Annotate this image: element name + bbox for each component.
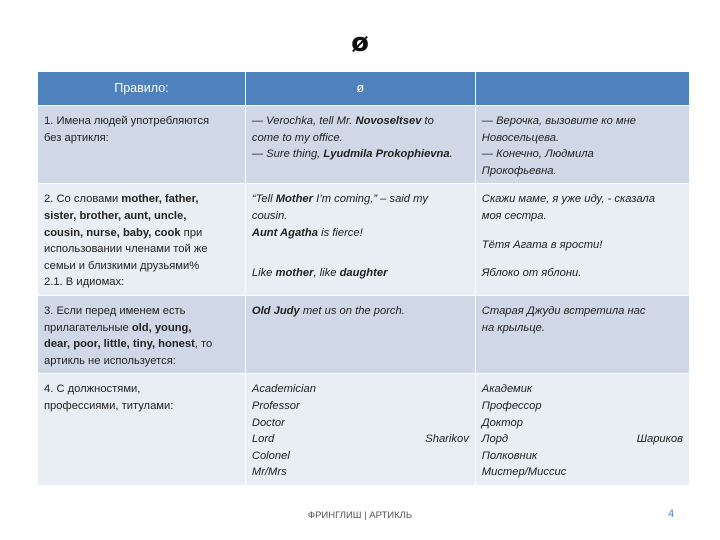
translation-text: Тётя Агата в ярости! [481,238,603,251]
header-symbol: ø [245,72,475,106]
example-en-cell [245,374,475,486]
translation-text: Доктор [481,416,523,429]
translation-text: моя сестра. [481,209,547,222]
rule-text: 1. Имена людей употребляются [44,115,210,127]
example-text: Professor [251,399,300,412]
rule-keyword: sister, brother, aunt, uncle, [44,209,187,222]
rule-cell [38,295,246,373]
example-name: mother [275,267,314,280]
table-header-row [38,72,690,106]
translation-text: Яблоко от яблони. [481,267,582,280]
table-row [38,106,690,184]
rule-text: без артикля: [44,131,109,144]
example-text: is fierce! [317,226,363,239]
example-en-cell [245,106,475,184]
page-number: 4 [668,508,675,520]
rule-keyword: cousin, nurse, baby, cook [44,226,181,239]
table-row [38,184,690,296]
example-name: Novoseltsev [355,115,422,127]
rule-keyword: old, young, [131,321,192,334]
example-name: Aunt Agatha [251,226,318,239]
surname-text: Шариков [636,433,683,446]
rule-text: прилагательные [44,321,132,334]
rule-text: семьи и близкими друзьями% [44,259,200,272]
example-text: “Tell [251,193,276,206]
header-empty [475,72,689,106]
translation-text: Академик [481,383,533,396]
table-row [38,374,690,486]
example-text: Mr/Mrs [251,466,287,479]
example-ru-cell [475,374,689,486]
rule-text: артикль не используется: [44,354,176,367]
rule-keyword: dear, poor, little, tiny, honest [44,338,195,351]
example-name: daughter [339,267,388,280]
rule-text: при [180,226,203,239]
example-text: . [449,148,453,161]
slide-title: ø [351,28,369,58]
example-text: Doctor [251,416,285,429]
rule-text: использовании членами той же [44,243,208,256]
rule-cell [38,374,246,486]
translation-text: Профессор [481,399,542,412]
example-en-cell [245,184,475,296]
translation-text: Новосельцева. [481,131,560,144]
example-text: — Verochka, tell Mr. [251,115,356,127]
example-text: met us on the porch. [299,304,405,317]
translation-text: Скажи маме, я уже иду, - сказала [481,193,655,206]
example-name: Mother [275,193,314,206]
translation-text: Лорд [481,433,509,446]
rule-text: 3. Если перед именем есть [44,304,186,317]
example-text: come to my office. [251,131,343,144]
example-ru-cell [475,184,689,296]
translation-text: — Верочка, вызовите ко мне [481,115,636,127]
translation-text: Мистер/Миссис [481,466,567,479]
translation-text: — Конечно, Людмила [481,148,594,161]
translation-text: на крыльце. [481,321,545,334]
example-text: , like [313,267,340,280]
rule-cell [38,184,246,296]
table-row [38,295,690,373]
rule-text: 2. Со словами [44,193,122,206]
rule-text: профессиями, титулами: [44,399,174,412]
example-ru-cell [475,295,689,373]
example-text: Colonel [251,449,290,462]
rule-keyword: mother, father, [121,193,199,206]
example-ru-cell [475,106,689,184]
translation-text: Прокофьевна. [481,164,557,177]
rule-text: 4. С должностями, [44,383,141,396]
example-text: I’m coming,” – said my [313,193,429,206]
translation-text: Полковник [481,449,538,462]
rule-text: 2.1. В идиомах: [44,276,125,289]
example-text: Academician [251,383,316,396]
example-en-cell [245,295,475,373]
slide-footer: ФРИНГЛИШ | АРТИКЛЬ [307,510,413,521]
rules-table [37,71,690,486]
example-text: to [421,115,434,127]
example-text: — Sure thing, [251,148,324,161]
translation-text: Старая Джуди встретила нас [481,304,646,317]
example-name: Lyudmila Prokophievna [323,148,450,161]
example-text: cousin. [251,209,288,222]
header-rule: Правило: [38,72,246,106]
example-text: Like [251,267,276,280]
surname-text: Sharikov [425,433,469,446]
example-text: Lord [251,433,275,446]
rule-cell [38,106,246,184]
example-name: Old Judy [251,304,300,317]
rule-text: , то [194,338,213,351]
